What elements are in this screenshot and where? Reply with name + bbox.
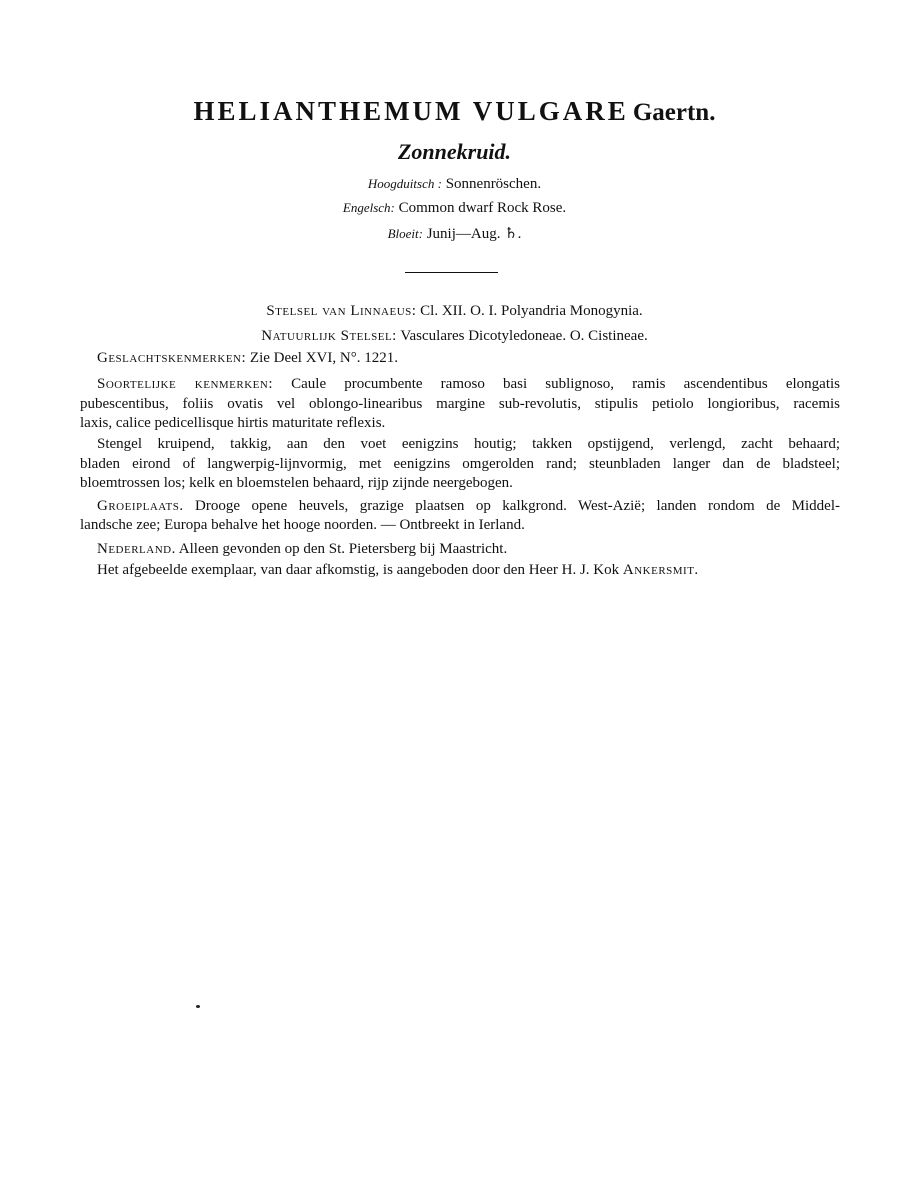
dutch-line-1: Stengel kruipend, takkig, aan den voet eenigzins houtig; takken opstijgend, verlengd, zacht behaard; <box>97 436 840 452</box>
author-abbreviation: Gaertn. <box>632 99 716 126</box>
netherlands-text: Alleen gevonden op den St. Pietersberg bij Maastricht. <box>178 541 508 557</box>
species-line-2: pubescentibus, foliis ovatis vel oblongo-linearibus margine sub-revolutis, stipulis petiolo longioribus, racemis <box>80 396 840 412</box>
german-label: Hoogduitsch : <box>367 176 442 191</box>
netherlands-line <box>97 540 857 559</box>
latin-name: HELIANTHEMUM VULGARE <box>193 96 629 126</box>
habitat-label: Groeiplaats. <box>97 498 184 514</box>
dutch-line-3: bloemtrossen los; kelk en bloemstelen behaard, rijp zijnde neergebogen. <box>80 475 513 491</box>
natural-system-label: Natuurlijk Stelsel: <box>261 328 397 344</box>
natural-system-text: Vasculares Dicotyledoneae. O. Cistineae. <box>400 328 648 344</box>
english-label: Engelsch: <box>342 200 395 215</box>
species-line-3: laxis, calice pedicellisque hirtis maturitate reflexis. <box>80 415 386 431</box>
specimen-text: Het afgebeelde exemplaar, van daar afkomstig, is aangeboden door den Heer H. J. Kok <box>97 562 620 578</box>
genus-characters-label: Geslachtskenmerken: <box>97 350 247 366</box>
genus-characters-line <box>97 349 857 368</box>
netherlands-label: Nederland. <box>97 541 176 557</box>
common-name: Zonnekruid. <box>397 139 512 164</box>
species-characters-label: Soortelijke kenmerken: <box>97 376 274 392</box>
habitat-line-2: landsche zee; Europa behalve het hooge noorden. — Ontbreekt in Ierland. <box>80 517 525 533</box>
specimen-line <box>97 561 837 580</box>
habitat-line-1-text: Drooge opene heuvels, grazige plaatsen op kalkgrond. West-Azië; landen rondom de Middel- <box>195 498 840 514</box>
flowering-label: Bloeit: <box>387 226 423 241</box>
german-name-line <box>0 176 909 193</box>
donor-surname: Ankersmit. <box>622 562 699 578</box>
latin-name-heading <box>0 96 909 127</box>
flowering-period: Junij—Aug. ♄. <box>426 226 522 242</box>
linnaeus-system-line <box>0 302 909 321</box>
linnaeus-label: Stelsel van Linnaeus: <box>266 303 417 319</box>
separator-rule <box>405 272 498 273</box>
linnaeus-text: Cl. XII. O. I. Polyandria Monogynia. <box>420 303 643 319</box>
natural-system-line <box>0 327 909 346</box>
ink-speck <box>196 1005 200 1008</box>
species-line-1-text: Caule procumbente ramoso basi sublignoso, ramis ascendentibus elongatis <box>291 376 840 392</box>
species-line-1 <box>97 375 840 394</box>
dutch-line-2: bladen eirond of langwerpig-lijnvormig, met eenigzins omgerolden rand; steunbladen langer dan de bladsteel; <box>80 456 840 472</box>
genus-characters-text: Zie Deel XVI, N°. 1221. <box>249 350 398 366</box>
english-name-line <box>0 200 909 217</box>
flowering-line <box>0 224 909 243</box>
german-name: Sonnenröschen. <box>445 176 542 192</box>
english-name: Common dwarf Rock Rose. <box>398 200 567 216</box>
habitat-line-1 <box>97 497 840 516</box>
